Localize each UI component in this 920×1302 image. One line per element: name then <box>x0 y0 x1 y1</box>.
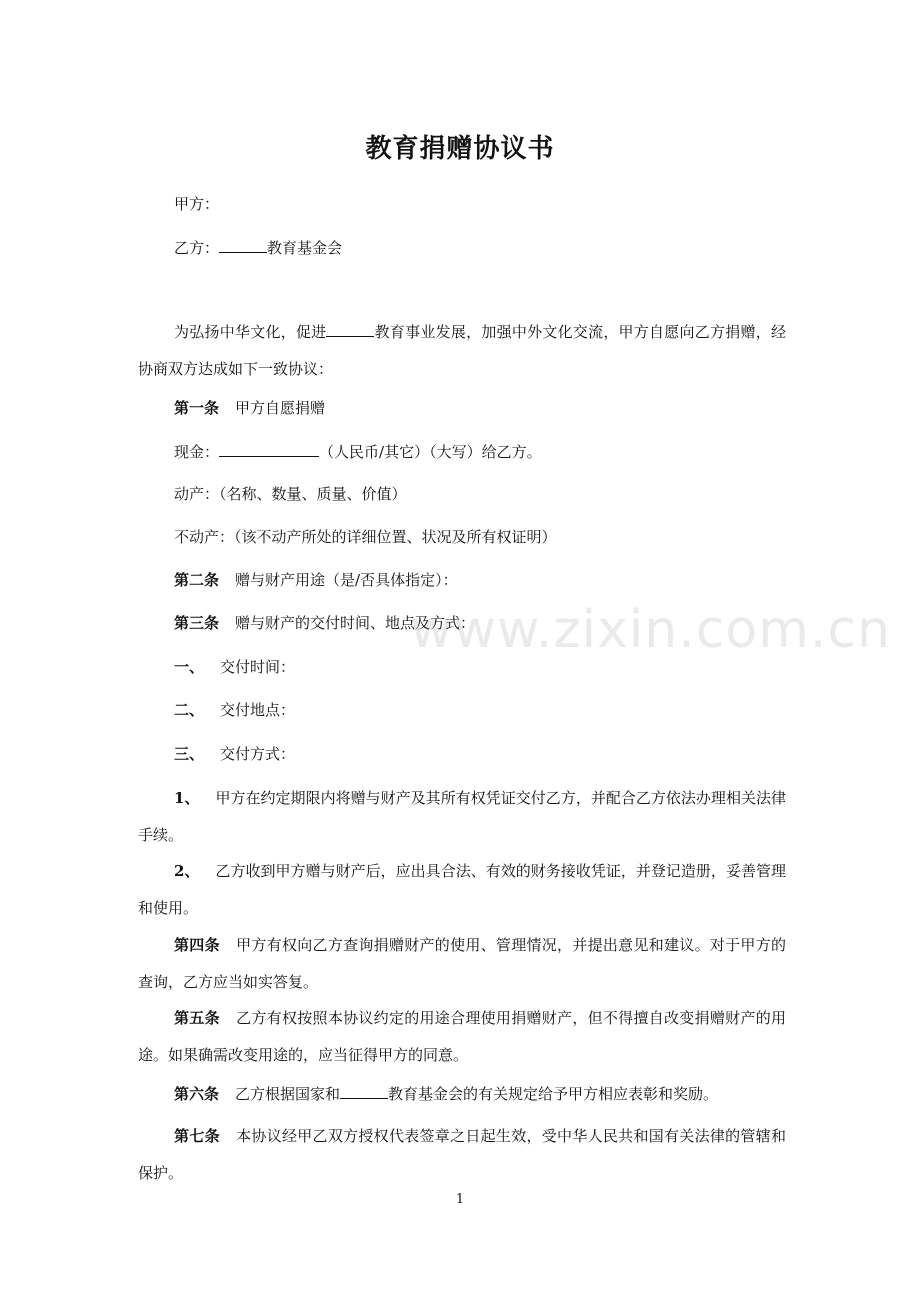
article6-paragraph <box>138 1076 786 1113</box>
page-number: 1 <box>455 1192 465 1207</box>
article5-paragraph <box>138 1000 786 1074</box>
item3-line <box>174 744 295 764</box>
preamble-part2: 教育事业发展，加强中外文化交流，甲方自愿向乙方捐赠，经协商双方达成如下一致协议： <box>138 323 786 378</box>
clause2-num: 2、 <box>174 862 200 880</box>
cash-label: 现金： <box>174 443 220 461</box>
article2-label: 第二条 <box>174 571 220 589</box>
article6-blank <box>340 1084 388 1099</box>
party-b-suffix: 教育基金会 <box>267 239 343 257</box>
article2-text: 赠与财产用途（是/否具体指定）： <box>235 571 458 589</box>
article1-line <box>174 398 325 418</box>
article3-text: 赠与财产的交付时间、地点及方式： <box>235 614 476 632</box>
item1-line <box>174 657 295 677</box>
item3-text: 交付方式： <box>220 745 296 763</box>
cash-suffix: （人民币/其它）（大写）给乙方。 <box>319 443 542 461</box>
article4-text: 甲方有权向乙方查询捐赠财产的使用、管理情况，并提出意见和建议。对于甲方的查询，乙方应当如实答复。 <box>138 936 786 991</box>
article7-text: 本协议经甲乙双方授权代表签章之日起生效，受中华人民共和国有关法律的管辖和保护。 <box>138 1127 786 1182</box>
clause1-num: 1、 <box>174 789 200 807</box>
cash-line <box>174 442 542 462</box>
item2-line <box>174 700 295 720</box>
article1-text: 甲方自愿捐赠 <box>235 399 326 417</box>
article4-paragraph <box>138 927 786 1001</box>
article7-label: 第七条 <box>174 1127 220 1145</box>
article1-label: 第一条 <box>174 399 220 417</box>
party-b-label: 乙方： <box>174 239 220 257</box>
document-title: 教育捐赠协议书 <box>365 134 555 164</box>
movable-text: 动产：（名称、数量、质量、价值） <box>174 485 407 503</box>
item3-num: 三、 <box>174 745 205 763</box>
movable-line <box>174 484 407 504</box>
item1-num: 一、 <box>174 658 205 676</box>
article5-text: 乙方有权按照本协议约定的用途合理使用捐赠财产，但不得擅自改变捐赠财产的用途。如果确需改变用途的，应当征得甲方的同意。 <box>138 1009 786 1064</box>
immovable-text: 不动产：（该不动产所处的详细位置、状况及所有权证明） <box>174 528 557 546</box>
preamble-paragraph <box>138 314 786 388</box>
preamble-part1: 为弘扬中华文化，促进 <box>174 323 327 341</box>
article6-label: 第六条 <box>174 1085 220 1103</box>
article6-part2: 教育基金会的有关规定给予甲方相应表彰和奖励。 <box>388 1085 719 1103</box>
article5-label: 第五条 <box>174 1009 220 1027</box>
article6-part1: 乙方根据国家和 <box>235 1085 341 1103</box>
article4-label: 第四条 <box>174 936 220 954</box>
clause1-paragraph <box>138 780 786 854</box>
immovable-line <box>174 527 557 547</box>
watermark: www.zixin.com.cn <box>410 600 891 660</box>
cash-blank <box>219 442 319 457</box>
item1-text: 交付时间： <box>220 658 296 676</box>
item2-text: 交付地点： <box>220 701 296 719</box>
article2-line <box>174 570 458 590</box>
item2-num: 二、 <box>174 701 205 719</box>
party-a-line <box>174 194 219 214</box>
party-a-label: 甲方： <box>174 195 220 213</box>
clause2-paragraph <box>138 853 786 927</box>
clause1-text: 甲方在约定期限内将赠与财产及其所有权凭证交付乙方，并配合乙方依法办理相关法律手续。 <box>138 789 786 844</box>
party-b-line <box>174 238 342 258</box>
article7-paragraph <box>138 1118 786 1192</box>
clause2-text: 乙方收到甲方赠与财产后，应出具合法、有效的财务接收凭证，并登记造册，妥善管理和使用。 <box>138 862 786 917</box>
article3-label: 第三条 <box>174 614 220 632</box>
party-b-blank <box>219 238 267 253</box>
preamble-blank <box>326 322 374 337</box>
